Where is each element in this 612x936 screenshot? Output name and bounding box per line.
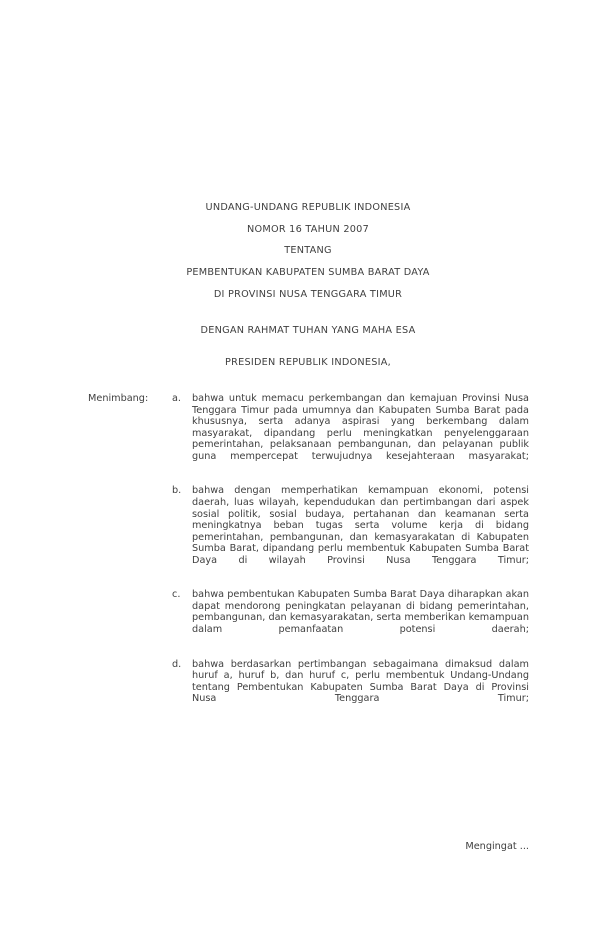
considerations-row [88, 393, 529, 716]
masthead-line-number: NOMOR 16 TAHUN 2007 [247, 223, 369, 235]
enactment-spacer [88, 342, 528, 352]
consideration-text: bahwa untuk memacu perkembangan dan kemajuan Provinsi Nusa Tenggara Timur pada umumnya dan Kabupaten Sumba Barat pada khususnya, serta adanya aspirasi yang berkembang dalam masyarakat, dipandang perlu meningkatkan penyelenggaraan pemerintahan, pelaksanaan pembangunan, dan pelayanan publik guna mempercepat terwujudnya kesejahteraan masyarakat; [192, 393, 529, 462]
consideration-item [172, 393, 529, 474]
consideration-item [172, 485, 529, 577]
document-masthead [88, 197, 528, 306]
enactment-block [88, 320, 528, 373]
page-catchword: Mengingat ... [465, 841, 529, 852]
masthead-line-subject: PEMBENTUKAN KABUPATEN SUMBA BARAT DAYA [186, 267, 430, 279]
considerations-list [172, 393, 529, 716]
masthead-line-statute-type: UNDANG-UNDANG REPUBLIK INDONESIA [205, 202, 411, 213]
considerations-section [88, 393, 529, 716]
enactment-blessing: DENGAN RAHMAT TUHAN YANG MAHA ESA [200, 325, 416, 336]
considerations-label: Menimbang: [88, 393, 149, 404]
consideration-text: bahwa berdasarkan pertimbangan sebagaimana dimaksud dalam huruf a, huruf b, dan huruf c, perlu membentuk Undang-Undang tentang Pembentukan Kabupaten Sumba Barat Daya di Provinsi Nusa Tenggara Timur; [192, 658, 529, 705]
consideration-marker: d. [172, 658, 182, 670]
consideration-marker: a. [172, 393, 182, 404]
consideration-item [172, 589, 529, 647]
consideration-marker: c. [172, 589, 181, 601]
masthead-line-about: TENTANG [284, 245, 332, 257]
consideration-item [172, 659, 529, 717]
consideration-text: bahwa pembentukan Kabupaten Sumba Barat Daya diharapkan akan dapat mendorong peningkatan pelayanan di bidang pemerintahan, pembangunan, dan kemasyarakatan, serta memberikan kemampuan dalam pemanfaatan potensi daerah; [192, 589, 529, 636]
masthead-line-province: DI PROVINSI NUSA TENGGARA TIMUR [213, 288, 403, 300]
enactment-authority: PRESIDEN REPUBLIK INDONESIA, [225, 356, 391, 368]
consideration-marker: b. [172, 485, 182, 497]
consideration-text: bahwa dengan memperhatikan kemampuan ekonomi, potensi daerah, luas wilayah, kependudukan dan pertimbangan dari aspek sosial politik, sosial budaya, pertahanan dan keamanan serta meningkatnya beban tugas serta volume kerja di bidang pemerintahan, pembangunan, dan kemasyarakatan di Kabupaten Sumba Barat, dipandang perlu membentuk Kabupaten Sumba Barat Daya di wilayah Provinsi Nusa Tenggara Timur; [192, 485, 529, 566]
